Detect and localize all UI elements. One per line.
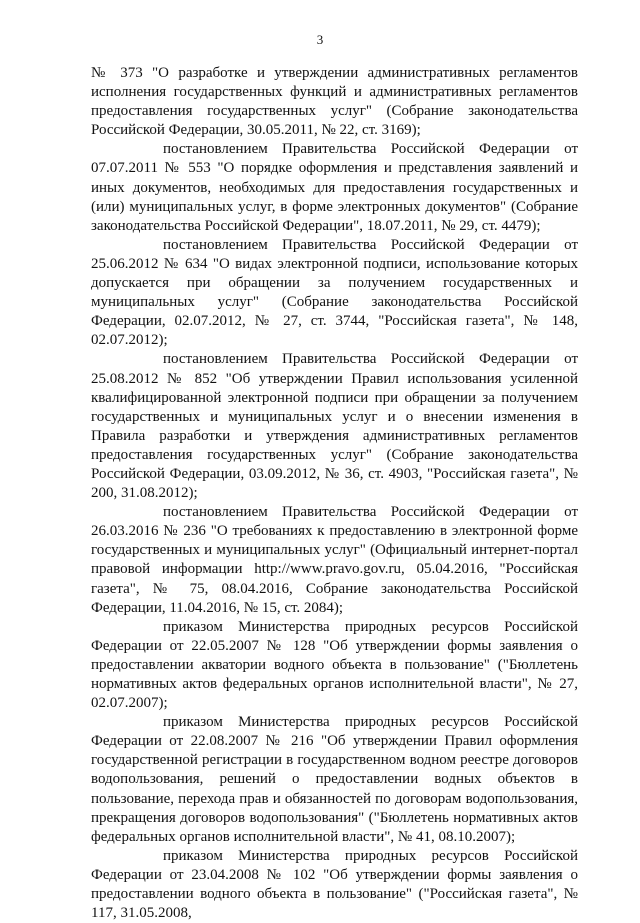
- paragraph-resolution-553: постановлением Правительства Российской Федерации от 07.07.2011 № 553 "О порядке оформления и представления заявлений и иных документов, необходимых для предоставления государственных и (или) муниципальных услуг, в форме электронных документов" (Собрание законодательства Российской Федерации", 18.07.2011, № 29, ст. 4479);: [91, 141, 578, 234]
- paragraph-resolution-634: постановлением Правительства Российской Федерации от 25.06.2012 № 634 "О видах электронной подписи, использование которых допускается при обращении за получением государственных и муниципальных услуг" (Собрание законодательства Российской Федерации, 02.07.2012, № 27, ст. 3744, "Российская газета", № 148, 02.07.2012);: [91, 236, 578, 349]
- paragraph-resolution-236: постановлением Правительства Российской Федерации от 26.03.2016 № 236 "О требованиях к предоставлению в электронной форме государственных и муниципальных услуг" (Официальный интернет-портал правовой информации http://www.pravo.gov.ru, 05.04.2016, "Российская газета", № 75, 08.04.2016, Собрание законодательства Российской Федерации, 11.04.2016, № 15, ст. 2084);: [91, 504, 578, 616]
- paragraph-order-128: приказом Министерства природных ресурсов Российской Федерации от 22.05.2007 № 128 "Об утверждении формы заявления о предоставлении акватории водного объекта в пользование" ("Бюллетень нормативных актов федеральных органов исполнительной власти", № 27, 02.07.2007);: [91, 618, 578, 712]
- paragraph-order-102: приказом Министерства природных ресурсов Российской Федерации от 23.04.2008 № 102 "Об утверждении формы заявления о предоставлении водного объекта в пользование" ("Российская газета", № 117, 31.05.2008,: [91, 847, 578, 922]
- document-body: [91, 64, 578, 923]
- paragraph-resolution-852: постановлением Правительства Российской Федерации от 25.08.2012 № 852 "Об утверждении Правил использования усиленной квалифицированной электронной подписи при обращении за получением государственных и муниципальных услуг и о внесении изменения в Правила разработки и утверждения административных регламентов предоставления государственных услуг" (Собрание законодательства Российской Федерации, 03.09.2012, № 36, ст. 4903, "Российская газета", № 200, 31.08.2012);: [91, 351, 578, 502]
- paragraph-continuation: № 373 "О разработке и утверждении административных регламентов исполнения государственных функций и административных регламентов предоставления государственных услуг" (Собрание законодательства Российской Федерации, 30.05.2011, № 22, ст. 3169);: [91, 65, 578, 139]
- page-number: 3: [316, 32, 324, 47]
- paragraph-order-216: приказом Министерства природных ресурсов Российской Федерации от 22.08.2007 № 216 "Об утверждении Правил оформления государственной регистрации в государственном водном реестре договоров водопользования, решений о предоставлении водных объектов в пользование, перехода прав и обязанностей по договорам водопользования, прекращения договоров водопользования" ("Бюллетень нормативных актов федеральных органов исполнительной власти", № 41, 08.10.2007);: [91, 714, 578, 845]
